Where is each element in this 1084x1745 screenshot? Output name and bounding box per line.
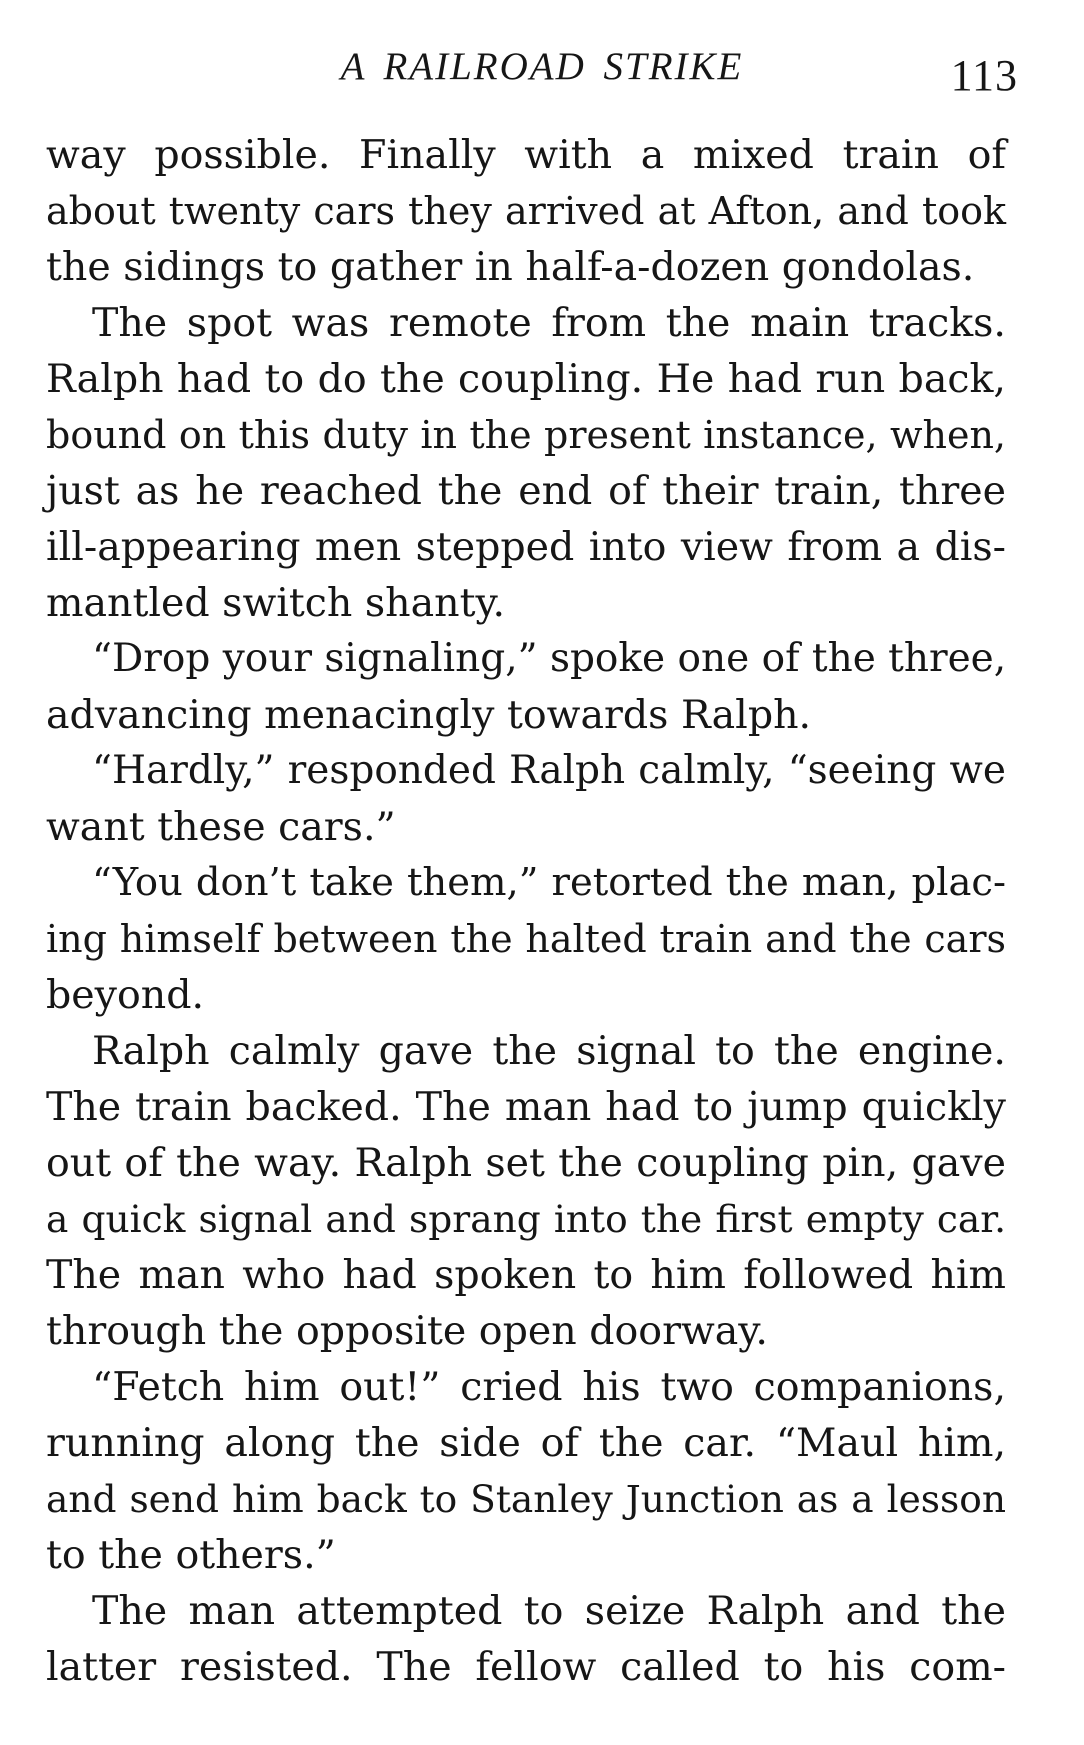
text-line: way possible. Finally with a mixed train of	[46, 132, 1006, 178]
text-line: bound on this duty in the present instance, when,	[46, 413, 1006, 457]
running-header	[0, 40, 1084, 100]
text-line: latter resisted. The fellow called to his com-	[46, 1644, 1006, 1690]
text-line: want these cars.”	[46, 804, 396, 850]
text-line: “Fetch him out!” cried his two companions,	[92, 1364, 1006, 1410]
text-line: mantled switch shanty.	[46, 580, 506, 626]
text-line: through the opposite open doorway.	[46, 1308, 768, 1354]
text-line: beyond.	[46, 972, 205, 1018]
text-line: “Hardly,” responded Ralph calmly, “seeing we	[92, 748, 1006, 793]
text-line: just as he reached the end of their train, three	[46, 468, 1006, 514]
running-title: A RAILROAD STRIKE	[340, 45, 744, 88]
text-line: a quick signal and sprang into the first empty car.	[46, 1197, 1006, 1241]
body-text	[46, 127, 1006, 1695]
text-line: the sidings to gather in half-a-dozen gondolas.	[46, 244, 975, 290]
text-line: “Drop your signaling,” spoke one of the three,	[92, 636, 1007, 681]
text-line: The man who had spoken to him followed him	[46, 1252, 1006, 1298]
text-line: running along the side of the car. “Maul him,	[46, 1420, 1006, 1466]
page-number: 113	[950, 51, 1018, 100]
text-line: advancing menacingly towards Ralph.	[46, 692, 812, 738]
text-line: Ralph had to do the coupling. He had run back,	[46, 356, 1006, 402]
text-line: ing himself between the halted train and the cars	[46, 917, 1006, 961]
text-line: Ralph calmly gave the signal to the engine.	[92, 1028, 1006, 1074]
text-line: to the others.”	[46, 1532, 336, 1578]
text-line: and send him back to Stanley Junction as a lesson	[46, 1477, 1006, 1521]
text-line: The man attempted to seize Ralph and the	[92, 1588, 1006, 1634]
text-line: The train backed. The man had to jump quickly	[46, 1084, 1006, 1130]
text-line: “You don’t take them,” retorted the man, plac-	[92, 860, 1006, 905]
text-line: The spot was remote from the main tracks.	[92, 300, 1006, 346]
text-line: about twenty cars they arrived at Afton, and took	[46, 189, 1006, 233]
text-line: ill-appearing men stepped into view from a dis-	[46, 524, 1006, 570]
text-line: out of the way. Ralph set the coupling pin, gave	[46, 1140, 1006, 1186]
